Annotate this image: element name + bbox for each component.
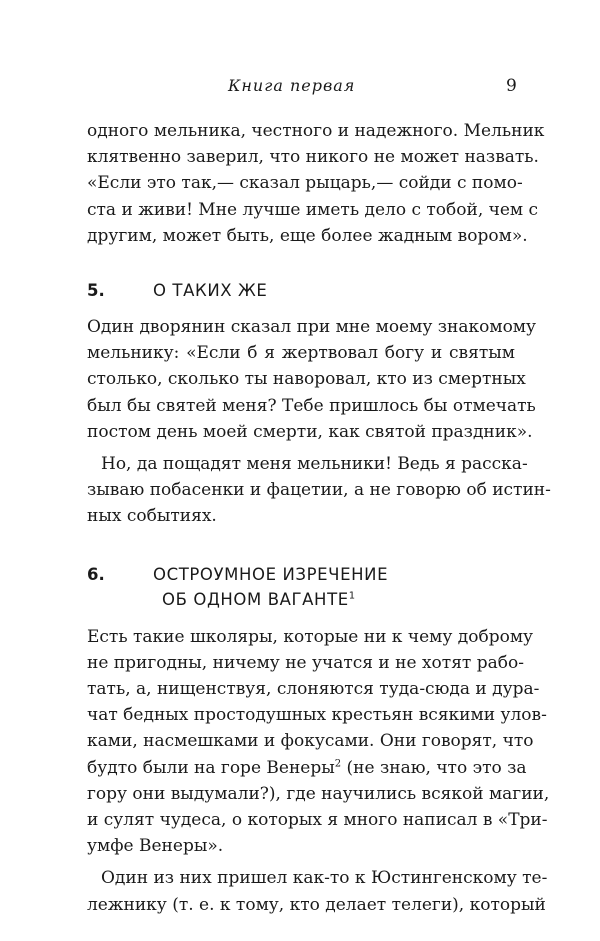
section-title: О ТАКИХ ЖЕ: [153, 281, 268, 301]
text-line: другим, может быть, еще более жадным вором».: [87, 225, 528, 246]
section-6-paragraph-1: [87, 624, 550, 860]
text-fragment: будто были на горе Венеры: [87, 757, 335, 778]
section-5-paragraph-1: [87, 314, 537, 445]
text-line: и сулят чудеса, о которых я много написал в «Три-: [87, 810, 548, 831]
text-line: «Если это так,— сказал рыцарь,— сойди с помо-: [87, 173, 523, 194]
text-line: не пригодны, ничему не учатся и не хотят рабо-: [87, 652, 524, 673]
text-line: ста и живи! Мне лучше иметь дело с тобой, чем с: [87, 199, 539, 220]
text-line: Но, да пощадят меня мельники! Ведь я расска-: [101, 454, 528, 475]
section-title-line-2: [87, 587, 515, 612]
running-header: [0, 76, 600, 100]
text-line: мельнику: «Если б я жертвовал богу и святым: [87, 343, 515, 364]
text-fragment: (не знаю, что это за: [341, 757, 527, 778]
text-line: постом день моей смерти, как святой праздник».: [87, 421, 533, 442]
section-title-text: ОБ ОДНОМ ВАГАНТЕ: [162, 589, 349, 609]
text-line: Один дворянин сказал при мне моему знакомому: [87, 317, 537, 338]
section-5-heading: [87, 278, 515, 303]
section-number: 5.: [87, 281, 105, 301]
text-line: умфе Венеры».: [87, 836, 224, 857]
text-line: ками, насмешками и фокусами. Они говорят, что: [87, 731, 534, 752]
page-body: [87, 118, 551, 918]
text-line: тать, а, нищенствуя, слоняются туда-сюда и дура-: [87, 679, 540, 700]
footnote-marker: 1: [348, 590, 356, 602]
page-number: 9: [506, 76, 517, 96]
footnote-marker: 2: [334, 758, 342, 769]
intro-paragraph: [87, 118, 545, 249]
section-6-heading: [87, 562, 515, 612]
text-line: гору они выдумали?), где научились всякой магии,: [87, 783, 550, 804]
text-line: Один из них пришел как-то к Юстингенскому те-: [101, 868, 548, 889]
text-line: чат бедных простодушных крестьян всякими улов-: [87, 705, 547, 726]
text-line: ных событиях.: [87, 506, 217, 527]
text-line: столько, сколько ты наворовал, кто из смертных: [87, 369, 526, 390]
section-title-line-1: ОСТРОУМНОЕ ИЗРЕЧЕНИЕ: [153, 564, 389, 584]
section-5-paragraph-2: [87, 451, 551, 530]
section-number: 6.: [87, 564, 105, 584]
text-line: зываю побасенки и фацетии, а не говорю об истин-: [87, 480, 551, 501]
text-line: лежнику (т. е. к тому, кто делает телеги), который: [87, 894, 546, 915]
text-line: одного мельника, честного и надежного. Мельник: [87, 121, 545, 141]
running-title: Книга первая: [228, 76, 356, 95]
text-line: был бы святей меня? Тебе пришлось бы отмечать: [87, 395, 536, 416]
text-line: Есть такие школяры, которые ни к чему доброму: [87, 626, 534, 647]
text-line: клятвенно заверил, что никого не может назвать.: [87, 147, 539, 168]
section-6-paragraph-2: [87, 865, 548, 917]
text-line: [87, 755, 527, 781]
